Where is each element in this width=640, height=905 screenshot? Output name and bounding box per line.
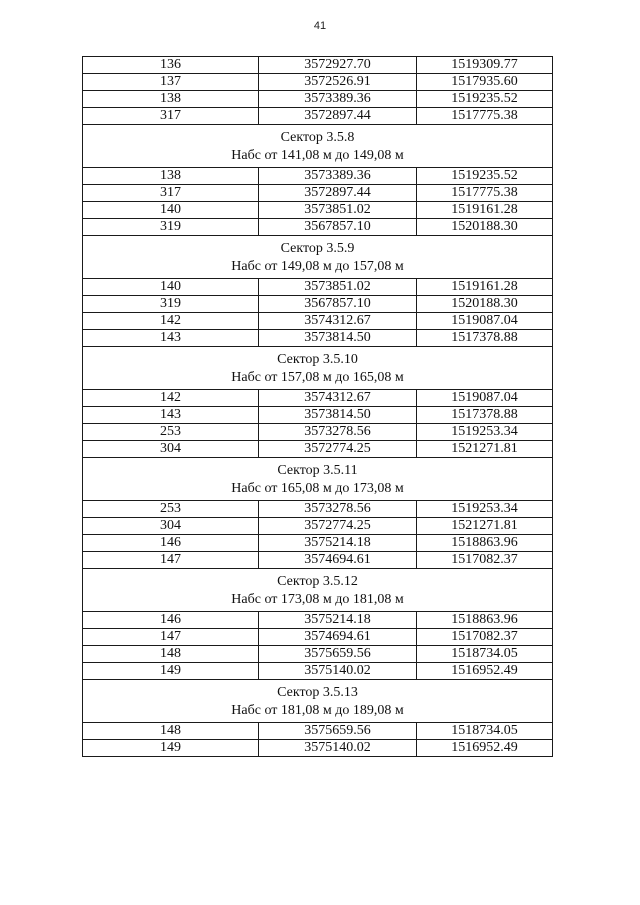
y-coordinate-cell: 1519253.34: [417, 501, 553, 518]
sector-header-row: [83, 458, 553, 501]
y-coordinate-cell: 1516952.49: [417, 740, 553, 757]
x-coordinate-cell: 3567857.10: [259, 296, 417, 313]
coordinates-table: [82, 56, 553, 757]
sector-title: Сектор 3.5.10: [277, 352, 358, 367]
y-coordinate-cell: 1518734.05: [417, 723, 553, 740]
y-coordinate-cell: 1517775.38: [417, 108, 553, 125]
sector-title: Сектор 3.5.9: [280, 241, 355, 256]
point-number-cell: 149: [83, 740, 259, 757]
sector-height-range: Набс от 157,08 м до 165,08 м: [231, 370, 404, 385]
x-coordinate-cell: 3573278.56: [259, 424, 417, 441]
table-row: [83, 108, 553, 125]
table-row: [83, 390, 553, 407]
x-coordinate-cell: 3574694.61: [259, 629, 417, 646]
sector-header-row: [83, 569, 553, 612]
table-row: [83, 740, 553, 757]
y-coordinate-cell: 1518734.05: [417, 646, 553, 663]
y-coordinate-cell: 1517935.60: [417, 74, 553, 91]
point-number-cell: 148: [83, 723, 259, 740]
y-coordinate-cell: 1517082.37: [417, 629, 553, 646]
point-number-cell: 253: [83, 501, 259, 518]
x-coordinate-cell: 3572897.44: [259, 108, 417, 125]
point-number-cell: 304: [83, 441, 259, 458]
point-number-cell: 149: [83, 663, 259, 680]
x-coordinate-cell: 3572774.25: [259, 441, 417, 458]
y-coordinate-cell: 1519235.52: [417, 168, 553, 185]
point-number-cell: 143: [83, 407, 259, 424]
x-coordinate-cell: 3575659.56: [259, 646, 417, 663]
table-row: [83, 646, 553, 663]
y-coordinate-cell: 1519161.28: [417, 279, 553, 296]
sector-header: [83, 680, 553, 723]
y-coordinate-cell: 1519161.28: [417, 202, 553, 219]
table-row: [83, 202, 553, 219]
table-row: [83, 441, 553, 458]
point-number-cell: 148: [83, 646, 259, 663]
y-coordinate-cell: 1518863.96: [417, 612, 553, 629]
y-coordinate-cell: 1517378.88: [417, 407, 553, 424]
table-row: [83, 185, 553, 202]
table-row: [83, 612, 553, 629]
table-row: [83, 518, 553, 535]
sector-height-range: Набс от 173,08 м до 181,08 м: [231, 592, 404, 607]
sector-header-row: [83, 680, 553, 723]
x-coordinate-cell: 3573814.50: [259, 407, 417, 424]
x-coordinate-cell: 3574312.67: [259, 313, 417, 330]
point-number-cell: 147: [83, 552, 259, 569]
point-number-cell: 137: [83, 74, 259, 91]
sector-height-range: Набс от 165,08 м до 173,08 м: [231, 481, 404, 496]
sector-title: Сектор 3.5.8: [280, 130, 355, 145]
point-number-cell: 147: [83, 629, 259, 646]
x-coordinate-cell: 3573851.02: [259, 202, 417, 219]
table-row: [83, 279, 553, 296]
sector-header-row: [83, 236, 553, 279]
y-coordinate-cell: 1519087.04: [417, 390, 553, 407]
point-number-cell: 319: [83, 296, 259, 313]
sector-header: [83, 236, 553, 279]
y-coordinate-cell: 1521271.81: [417, 518, 553, 535]
y-coordinate-cell: 1517082.37: [417, 552, 553, 569]
y-coordinate-cell: 1520188.30: [417, 296, 553, 313]
y-coordinate-cell: 1517378.88: [417, 330, 553, 347]
sector-header: [83, 347, 553, 390]
table-row: [83, 91, 553, 108]
x-coordinate-cell: 3573851.02: [259, 279, 417, 296]
y-coordinate-cell: 1519235.52: [417, 91, 553, 108]
point-number-cell: 142: [83, 390, 259, 407]
point-number-cell: 146: [83, 612, 259, 629]
y-coordinate-cell: 1521271.81: [417, 441, 553, 458]
point-number-cell: 138: [83, 91, 259, 108]
point-number-cell: 140: [83, 202, 259, 219]
sector-title: Сектор 3.5.13: [277, 685, 358, 700]
x-coordinate-cell: 3575140.02: [259, 740, 417, 757]
x-coordinate-cell: 3572526.91: [259, 74, 417, 91]
table-row: [83, 552, 553, 569]
table-row: [83, 219, 553, 236]
sector-header-row: [83, 347, 553, 390]
y-coordinate-cell: 1516952.49: [417, 663, 553, 680]
table-row: [83, 313, 553, 330]
sector-header: [83, 569, 553, 612]
x-coordinate-cell: 3572927.70: [259, 57, 417, 74]
x-coordinate-cell: 3573278.56: [259, 501, 417, 518]
point-number-cell: 317: [83, 108, 259, 125]
x-coordinate-cell: 3574312.67: [259, 390, 417, 407]
x-coordinate-cell: 3572897.44: [259, 185, 417, 202]
point-number-cell: 317: [83, 185, 259, 202]
y-coordinate-cell: 1520188.30: [417, 219, 553, 236]
sector-header: [83, 458, 553, 501]
sector-height-range: Набс от 141,08 м до 149,08 м: [231, 148, 404, 163]
x-coordinate-cell: 3567857.10: [259, 219, 417, 236]
x-coordinate-cell: 3575214.18: [259, 612, 417, 629]
page-number: 41: [313, 20, 327, 32]
point-number-cell: 136: [83, 57, 259, 74]
x-coordinate-cell: 3575659.56: [259, 723, 417, 740]
table-row: [83, 629, 553, 646]
table-row: [83, 168, 553, 185]
sector-height-range: Набс от 149,08 м до 157,08 м: [231, 259, 404, 274]
point-number-cell: 304: [83, 518, 259, 535]
point-number-cell: 140: [83, 279, 259, 296]
table-row: [83, 501, 553, 518]
point-number-cell: 319: [83, 219, 259, 236]
table-row: [83, 57, 553, 74]
sector-height-range: Набс от 181,08 м до 189,08 м: [231, 703, 404, 718]
x-coordinate-cell: 3573814.50: [259, 330, 417, 347]
sector-title: Сектор 3.5.12: [277, 574, 358, 589]
point-number-cell: 253: [83, 424, 259, 441]
point-number-cell: 142: [83, 313, 259, 330]
x-coordinate-cell: 3574694.61: [259, 552, 417, 569]
x-coordinate-cell: 3575140.02: [259, 663, 417, 680]
y-coordinate-cell: 1517775.38: [417, 185, 553, 202]
table-row: [83, 296, 553, 313]
table-row: [83, 663, 553, 680]
point-number-cell: 143: [83, 330, 259, 347]
sector-header-row: [83, 125, 553, 168]
x-coordinate-cell: 3575214.18: [259, 535, 417, 552]
coordinates-table-body: [83, 57, 553, 757]
y-coordinate-cell: 1519253.34: [417, 424, 553, 441]
sector-title: Сектор 3.5.11: [277, 463, 358, 478]
y-coordinate-cell: 1518863.96: [417, 535, 553, 552]
table-row: [83, 535, 553, 552]
y-coordinate-cell: 1519309.77: [417, 57, 553, 74]
table-row: [83, 407, 553, 424]
table-row: [83, 723, 553, 740]
table-row: [83, 424, 553, 441]
y-coordinate-cell: 1519087.04: [417, 313, 553, 330]
point-number-cell: 138: [83, 168, 259, 185]
x-coordinate-cell: 3573389.36: [259, 91, 417, 108]
table-row: [83, 74, 553, 91]
sector-header: [83, 125, 553, 168]
point-number-cell: 146: [83, 535, 259, 552]
x-coordinate-cell: 3572774.25: [259, 518, 417, 535]
table-row: [83, 330, 553, 347]
x-coordinate-cell: 3573389.36: [259, 168, 417, 185]
